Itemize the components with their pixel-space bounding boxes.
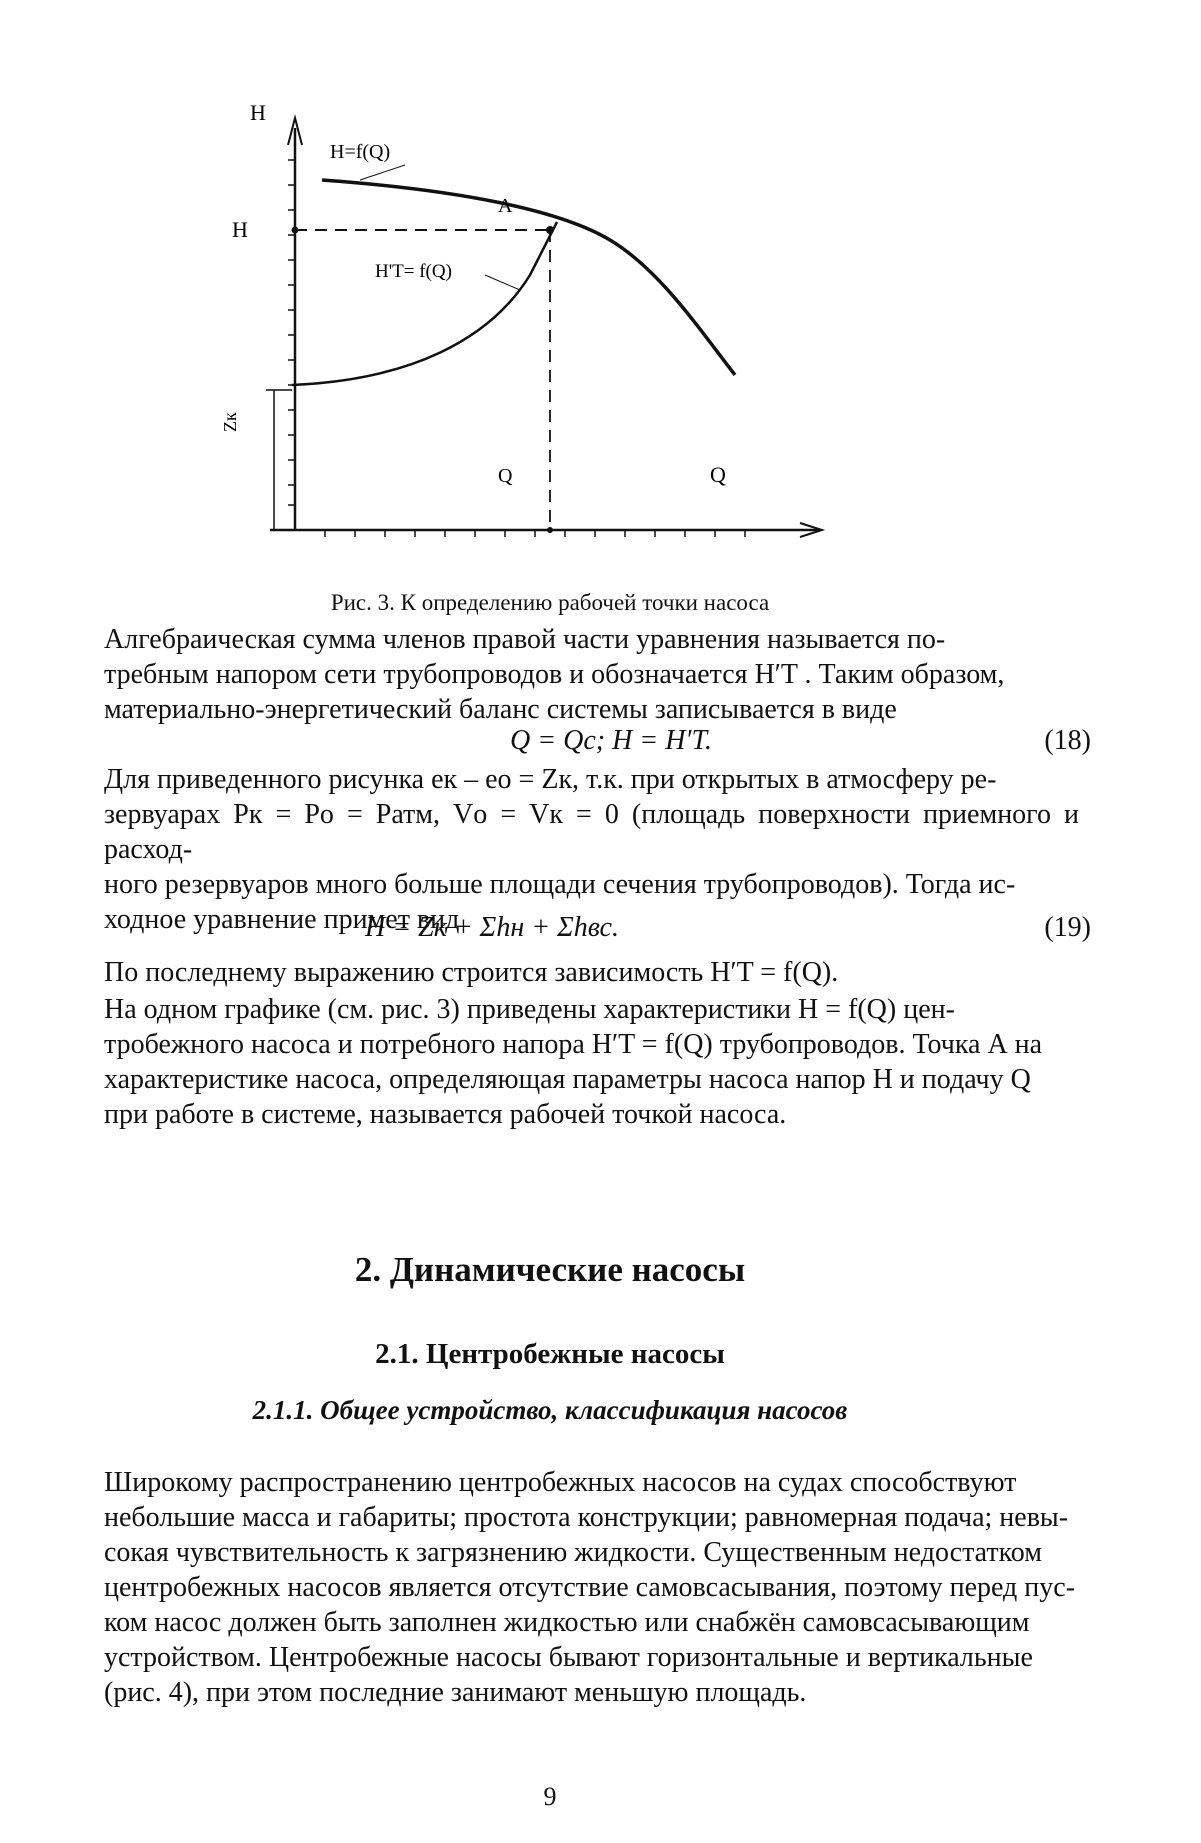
pump-operating-point-figure [220, 100, 870, 600]
p5-line-6: устройством. Центробежные насосы бывают горизонтальные и вертикальные [104, 1642, 1033, 1673]
q-mark-dot [547, 527, 553, 533]
y-axis-label: H [250, 100, 266, 125]
h-mark-dot [292, 227, 299, 234]
p4-line-1: На одном графике (см. рис. 3) приведены характеристики H = f(Q) цен- [104, 994, 955, 1025]
equation-18-number: (18) [1044, 725, 1091, 756]
q-value-label: Q [498, 465, 513, 487]
p4-line-2: тробежного насоса и потребного напора H′T = f(Q) трубопроводов. Точка А на [104, 1029, 1043, 1060]
paragraph-1 [104, 622, 1079, 727]
p5-line-4: центробежных насосов является отсутствие самовсасывания, поэтому перед пус- [104, 1572, 1076, 1603]
p2-line-2: зервуарах Pк = Pо = Pатм, Vо = Vк = 0 (площадь поверхности приемного и расход- [104, 799, 1079, 865]
pump-label-leader [360, 165, 405, 180]
p5-line-5: ком насос должен быть заполнен жидкостью или снабжён самовсасывающим [104, 1607, 1030, 1638]
paragraph-3: По последнему выражению строится зависимость H′T = f(Q). [104, 957, 839, 988]
p5-line-1: Широкому распространению центробежных насосов на судах способствуют [104, 1467, 1017, 1498]
equation-18: Q = Qc; H = H′T. [510, 725, 713, 756]
equation-19-number: (19) [1044, 912, 1091, 943]
subsubsection-heading: 2.1.1. Общее устройство, классификация насосов [252, 1395, 848, 1425]
p5-line-3: сокая чувствительность к загрязнению жидкости. Существенным недостатком [104, 1537, 1042, 1568]
x-axis-label: Q [710, 462, 726, 487]
paragraph-2 [104, 762, 1079, 937]
p1-line-1: Алгебраическая сумма членов правой части уравнения называется по- [104, 624, 946, 655]
pipe-label-leader [485, 275, 520, 290]
h-value-label: H [232, 217, 248, 242]
figure-svg [220, 100, 870, 600]
paragraph-4 [104, 992, 1079, 1132]
p5-line-2: небольшие масса и габариты; простота конструкции; равномерная подача; невы- [104, 1502, 1069, 1533]
pipe-curve-label: H'T= f(Q) [375, 261, 452, 282]
p2-line-4: ходное уравнение примет вид [104, 904, 460, 935]
p4-line-3: характеристике насоса, определяющая параметры насоса напор H и подачу Q [104, 1064, 1031, 1095]
pipe-curve [292, 222, 557, 385]
section-heading: 2. Динамические насосы [354, 1250, 746, 1289]
subsection-heading: 2.1. Центробежные насосы [375, 1338, 725, 1370]
page-number: 9 [543, 1782, 557, 1811]
p1-line-3: материально-энергетический баланс системы записывается в виде [104, 694, 897, 725]
p2-line-3: ного резервуаров много больше площади сечения трубопроводов). Тогда ис- [104, 869, 1016, 900]
paragraph-5 [104, 1465, 1079, 1710]
equation-19: H = Zк + Σhн + Σhвс. [365, 912, 619, 943]
operating-point-dot [546, 226, 554, 234]
p4-line-4: при работе в системе, называется рабочей точкой насоса. [104, 1099, 787, 1130]
p2-line-1: Для приведенного рисунка eк – eо = Zк, т.к. при открытых в атмосферу ре- [104, 764, 997, 795]
point-a-label: A [498, 195, 513, 217]
zk-label: Zк [220, 412, 240, 432]
p5-line-7: (рис. 4), при этом последние занимают меньшую площадь. [104, 1677, 807, 1708]
figure-caption: Рис. 3. К определению рабочей точки насоса [330, 590, 770, 615]
pump-curve-label: H=f(Q) [330, 141, 391, 163]
p1-line-2: требным напором сети трубопроводов и обозначается H′T . Таким образом, [104, 659, 1005, 690]
